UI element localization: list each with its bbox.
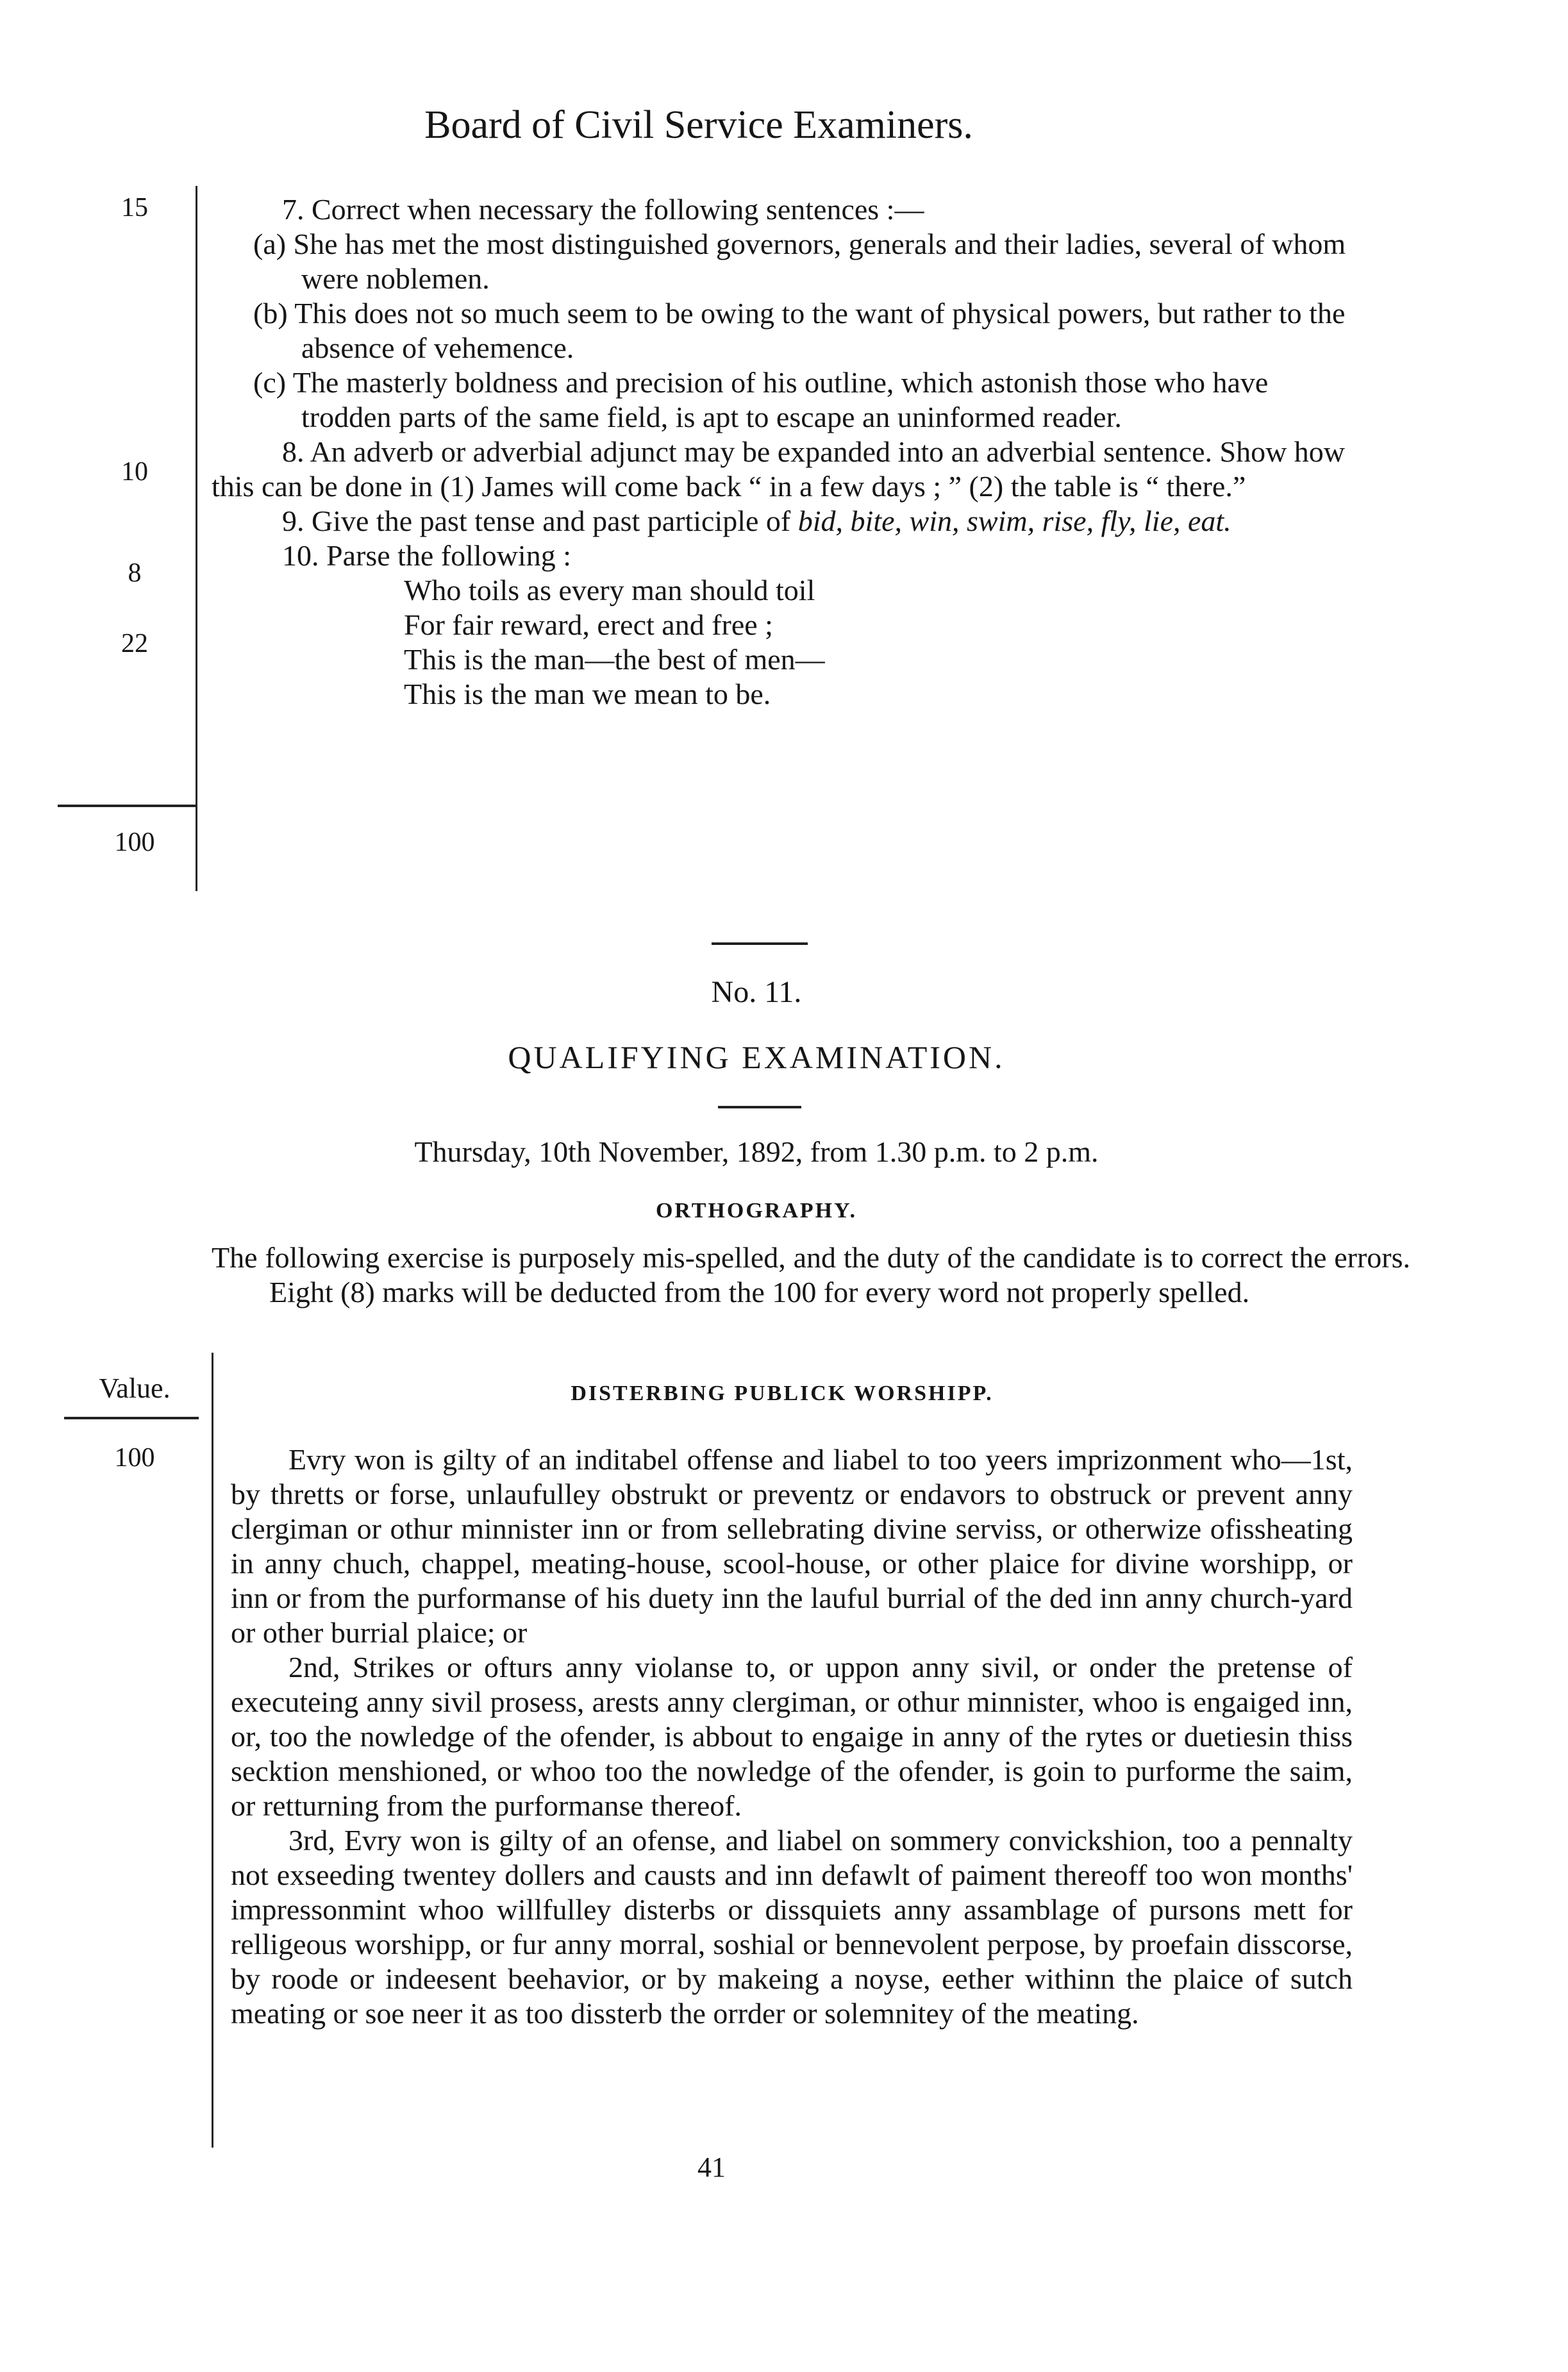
exam-title: QUALIFYING EXAMINATION.	[508, 1039, 1005, 1075]
q7-a: (a) She has met the most distinguished governors, generals and their ladies, several of whom were noblemen.	[253, 228, 1346, 295]
value-marks: 100	[114, 1443, 155, 1473]
poem-line: This is the man we mean to be.	[404, 678, 771, 710]
running-header: Board of Civil Service Examiners.	[424, 103, 973, 147]
page-number: 41	[697, 2151, 726, 2183]
value-rule	[64, 1417, 199, 1419]
q7-b: (b) This does not so much seem to be owing to the want of physical powers, but rather to the absence of vehemence.	[253, 297, 1346, 364]
exam-date: Thursday, 10th November, 1892, from 1.30 p.m. to 2 p.m.	[414, 1135, 1099, 1168]
poem-line: Who toils as every man should toil	[404, 574, 815, 606]
q9-prefix: 9. Give the past tense and past participle of	[282, 505, 798, 537]
q9-words: bid, bite, win, swim, rise, fly, lie, eat.	[797, 505, 1231, 537]
passage-title: DISTERBING PUBLICK WORSHIPP.	[571, 1382, 994, 1405]
q10-intro: 10. Parse the following :	[282, 539, 571, 572]
section-rule	[712, 942, 808, 945]
marks-q10: 22	[121, 629, 148, 658]
passage	[231, 1442, 1353, 2031]
poem	[212, 573, 1346, 712]
value-label: Value.	[99, 1373, 171, 1404]
passage-paragraph: Evry won is gilty of an inditabel offense and liabel to too yeers imprizonment who—1st, by thretts or forse, unlaufulley obstrukt or preventz or endavors to obstruck or prevent anny clergiman or othur minnister inn or from sellebrating divine serviss, or otherwize ofissheating in anny chuch, chappel, meating-house, scool-house, or other plaice for divine worshipp, or inn or from the purformanse of his duety inn the lauful burrial of the ded inn anny church-yard or other burrial plaice; or	[231, 1443, 1353, 1649]
marks-q7: 15	[121, 193, 148, 222]
marks-total: 100	[114, 828, 155, 857]
total-rule	[58, 805, 196, 807]
q9-text	[212, 504, 1346, 539]
exam-number: No. 11.	[711, 975, 802, 1009]
passage-paragraph: 3rd, Evry won is gilty of an ofense, and liabel on sommery convickshion, too a pennalty not exseeding twentey dollers and causts and inn defawlt of paiment thereoff too won months' impressonmint whoo willfulley disterbs or dissquiets anny assamblage of pursons mett for relligeous worshipp, or fur anny morral, soshial or bennevolent perpose, by proefain disscorse, by roode or indeesent beehavior, or by makeing a noyse, eether withinn the plaice of sutch meating or soe neer it as too dissterb the orrder or solemnitey of the meating.	[231, 1824, 1353, 2030]
lower-column-divider	[212, 1353, 213, 2148]
passage-paragraph: 2nd, Strikes or ofturs anny violanse to, or uppon anny sivil, or onder the pretense of executeing anny sivil prosess, arests anny clergiman, or othur minnister, whoo is engaiged inn, or, too the nowledge of the ofender, is abbout to engaige in anny of the rytes or duetiesin thiss secktion menshioned, or whoo too the nowledge of the ofender, is goin to purforme the saim, or retturning from the purformanse thereof.	[231, 1651, 1353, 1822]
exam-subject: ORTHOGRAPHY.	[655, 1199, 858, 1223]
q8-text: 8. An adverb or adverbial adjunct may be expanded into an adverbial sentence. Show how this can be done in (1) James will come back “ in a few days ; ” (2) the table is “ there.”	[212, 435, 1346, 503]
title-rule	[718, 1106, 801, 1108]
questions-block	[212, 192, 1346, 712]
poem-line: For fair reward, erect and free ;	[404, 608, 773, 641]
instructions: The following exercise is purposely mis-spelled, and the duty of the candidate is to correct the errors. Eight (8) marks will be deducted from the 100 for every word not properly spelled.	[212, 1241, 1410, 1308]
marks-q8: 10	[121, 457, 148, 487]
q7-intro: 7. Correct when necessary the following sentences :—	[282, 193, 924, 226]
q7-c: (c) The masterly boldness and precision of his outline, which astonish those who have trodden parts of the same field, is apt to escape an uninformed reader.	[253, 366, 1269, 433]
poem-line: This is the man—the best of men—	[404, 643, 825, 676]
marks-q9: 8	[128, 558, 142, 588]
column-divider	[196, 186, 197, 891]
